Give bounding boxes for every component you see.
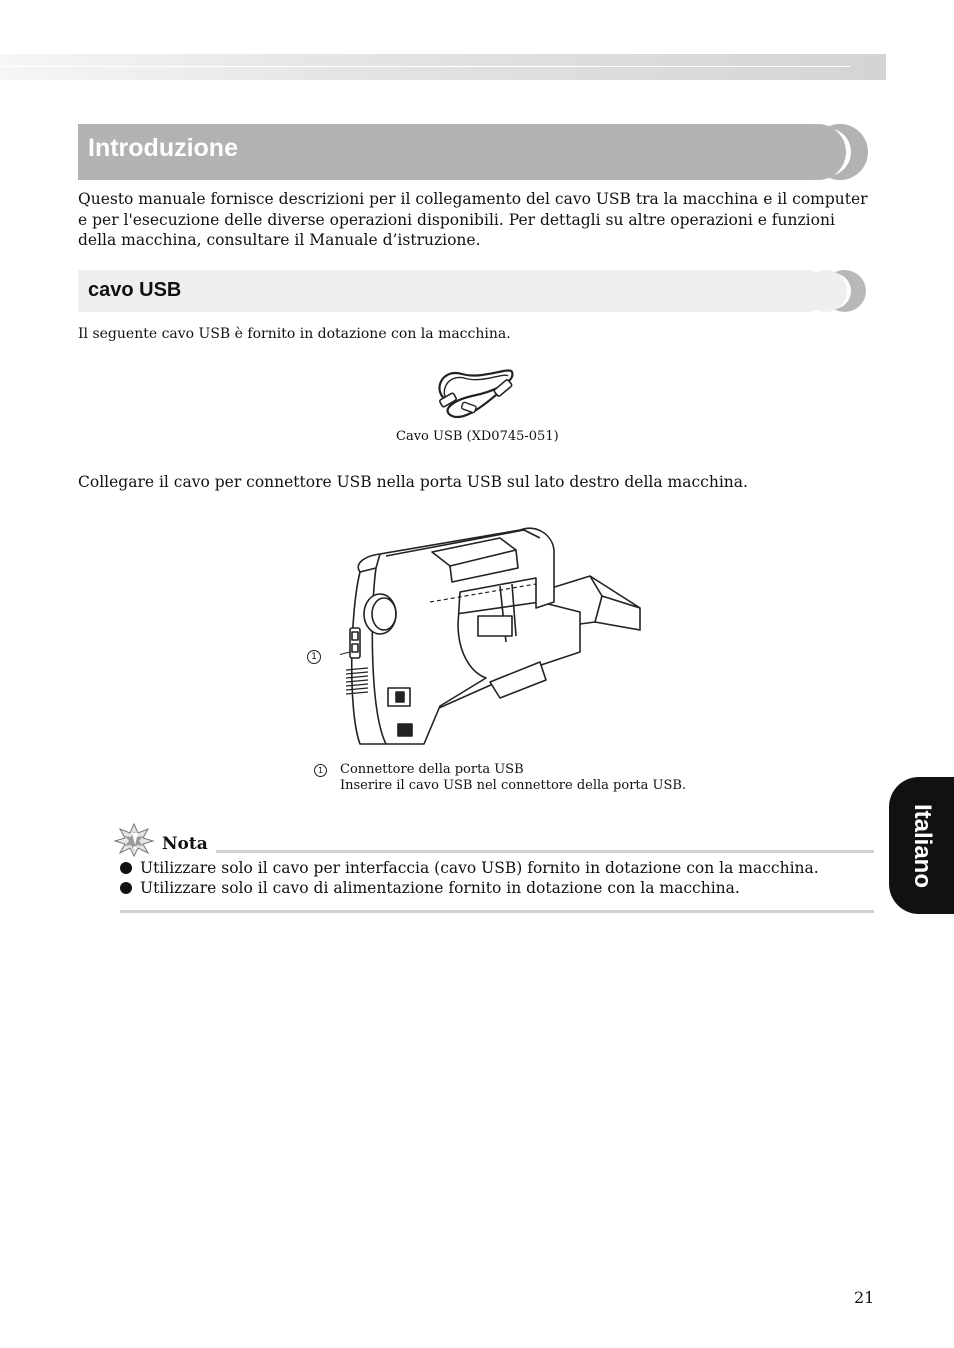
bullet-dot: [120, 862, 132, 874]
callout-description: Inserire il cavo USB nel connettore della porta USB.: [340, 778, 687, 793]
note-top-rule: [216, 850, 874, 853]
language-side-tab: [889, 777, 954, 914]
chapter-title: Introduzione: [88, 134, 238, 162]
usb-cable-illustration: [432, 360, 522, 422]
section-title-bar: [78, 270, 828, 312]
page-number: 21: [854, 1288, 875, 1307]
note-item: Utilizzare solo il cavo per interfaccia (cavo USB) fornito in dotazione con la macchina.: [120, 859, 880, 877]
cable-caption: Cavo USB (XD0745-051): [396, 429, 559, 444]
chapter-title-cap-inner: [790, 124, 846, 180]
header-band-line: [0, 66, 850, 67]
note-item: Utilizzare solo il cavo di alimentazione fornito in dotazione con la macchina.: [120, 879, 880, 897]
note-bottom-rule: [120, 910, 874, 913]
note-star-icon: [114, 823, 154, 857]
sewing-machine-illustration: [340, 512, 650, 748]
note-label: Nota: [162, 834, 208, 854]
bullet-dot: [120, 882, 132, 894]
language-side-tab-label: Italiano: [908, 803, 936, 888]
section-title: cavo USB: [88, 279, 182, 301]
callout-title: Connettore della porta USB: [340, 762, 524, 777]
supplied-text: Il seguente cavo USB è fornito in dotazione con la macchina.: [78, 326, 511, 342]
intro-paragraph: Questo manuale fornisce descrizioni per il collegamento del cavo USB tra la macchina e il computer e per l'esecuzione delle diverse operazioni disponibili. Per dettagli su altre operazioni e funzioni della macchina, consultare il Manuale d’istruzione.: [78, 190, 868, 249]
section-title-cap-inner: [805, 270, 847, 312]
connect-instruction: Collegare il cavo per connettore USB nella porta USB sul lato destro della macchina.: [78, 473, 748, 491]
header-band: [0, 54, 886, 80]
callout-marker-diagram: 1: [307, 650, 321, 664]
callout-marker-legend: 1: [314, 764, 327, 777]
